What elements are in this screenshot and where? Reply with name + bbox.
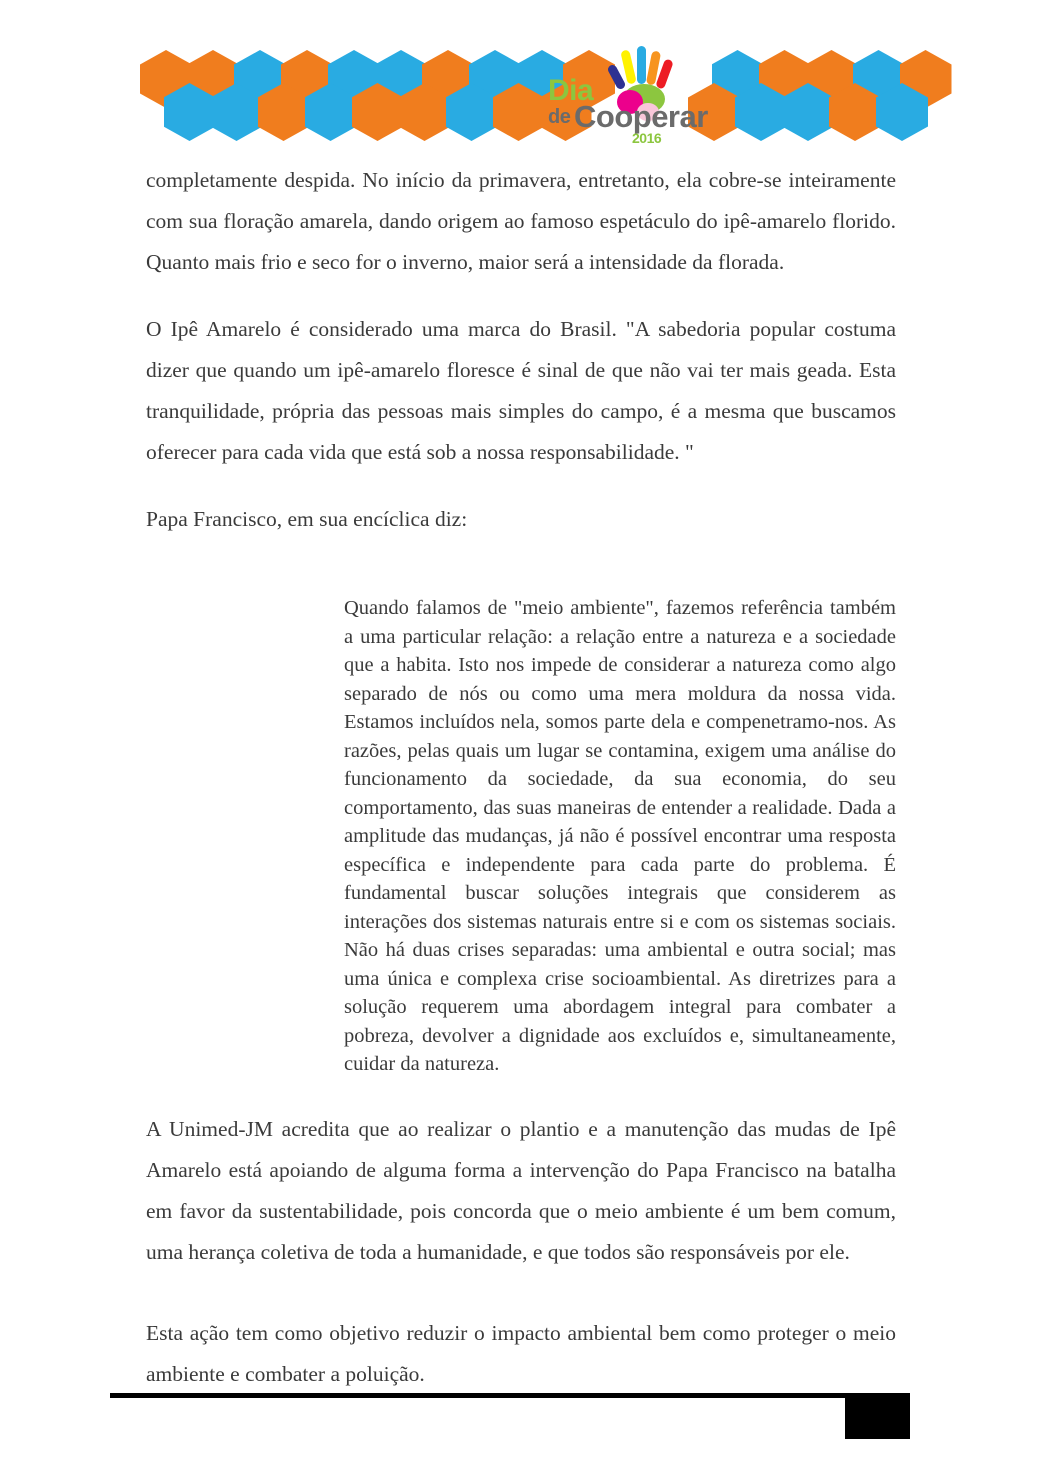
paragraph-1: completamente despida. No início da primavera, entretanto, ela cobre-se inteiramente com sua floração amarela, dando origem ao famoso espetáculo do ipê-amarelo florido. Quanto mais frio e seco for o inverno, maior será a intensidade da florada. (146, 168, 896, 274)
paragraph-papa-francisco-intro: Papa Francisco, em sua encíclica diz: (146, 507, 468, 531)
logo-word-cooperar: Cooperar (574, 99, 708, 134)
paragraph-spacer (146, 1295, 896, 1313)
paragraph-5: Esta ação tem como objetivo reduzir o impacto ambiental bem como proteger o meio ambiente e combater a poluição. (146, 1320, 896, 1386)
logo-word-de: de (548, 106, 571, 128)
logo-year: 2016 (632, 130, 662, 146)
paragraph-4: A Unimed-JM acredita que ao realizar o plantio e a manutenção das mudas de Ipê Amarelo está apoiando de alguma forma a intervenção do Papa Francisco na batalha em favor da sustentabilidade, pois concorda que o meio ambiente é um bem comum, uma herança coletiva de toda a humanidade, e que todos são responsáveis por ele. (146, 1116, 896, 1264)
footer-black-box (845, 1393, 910, 1439)
document-body (146, 160, 896, 1421)
footer-horizontal-rule (110, 1393, 892, 1398)
paragraph-2: O Ipê Amarelo é considerado uma marca do Brasil. "A sabedoria popular costuma dizer que quando um ipê-amarelo floresce é sinal de que não vai ter mais geada. Esta tranquilidade, própria das pessoas mais simples do campo, é a mesma que buscamos oferecer para cada vida que está sob a nossa responsabilidade. " (146, 317, 896, 464)
encyclical-quote-block: Quando falamos de "meio ambiente", fazemos referência também a uma particular relação: a relação entre a natureza e a sociedade que a habita. Isto nos impede de considerar a natureza como algo separado de nós ou como uma mera moldura da nossa vida. Estamos incluídos nela, somos parte dela e compenetramo-nos. As razões, pelas quais um lugar se contamina, exigem uma análise do funcionamento da sociedade, da sua economia, do seu comportamento, das suas maneiras de entender a realidade. Dada a amplitude das mudanças, já não é possível encontrar uma resposta específica e independente para cada parte do problema. É fundamental buscar soluções integrais que considerem as interações dos sistemas naturais entre si e com os sistemas sociais. Não há duas crises separadas: uma ambiental e outra social; mas uma única e complexa crise socioambiental. As diretrizes para a solução requerem uma abordagem integral para combater a pobreza, devolver a dignidade aos excluídos e, simultaneamente, cuidar da natureza. (344, 597, 896, 1075)
dia-de-cooperar-logo (546, 44, 708, 149)
logo-word-dia: Dia (548, 74, 594, 107)
header-banner (0, 0, 1040, 160)
